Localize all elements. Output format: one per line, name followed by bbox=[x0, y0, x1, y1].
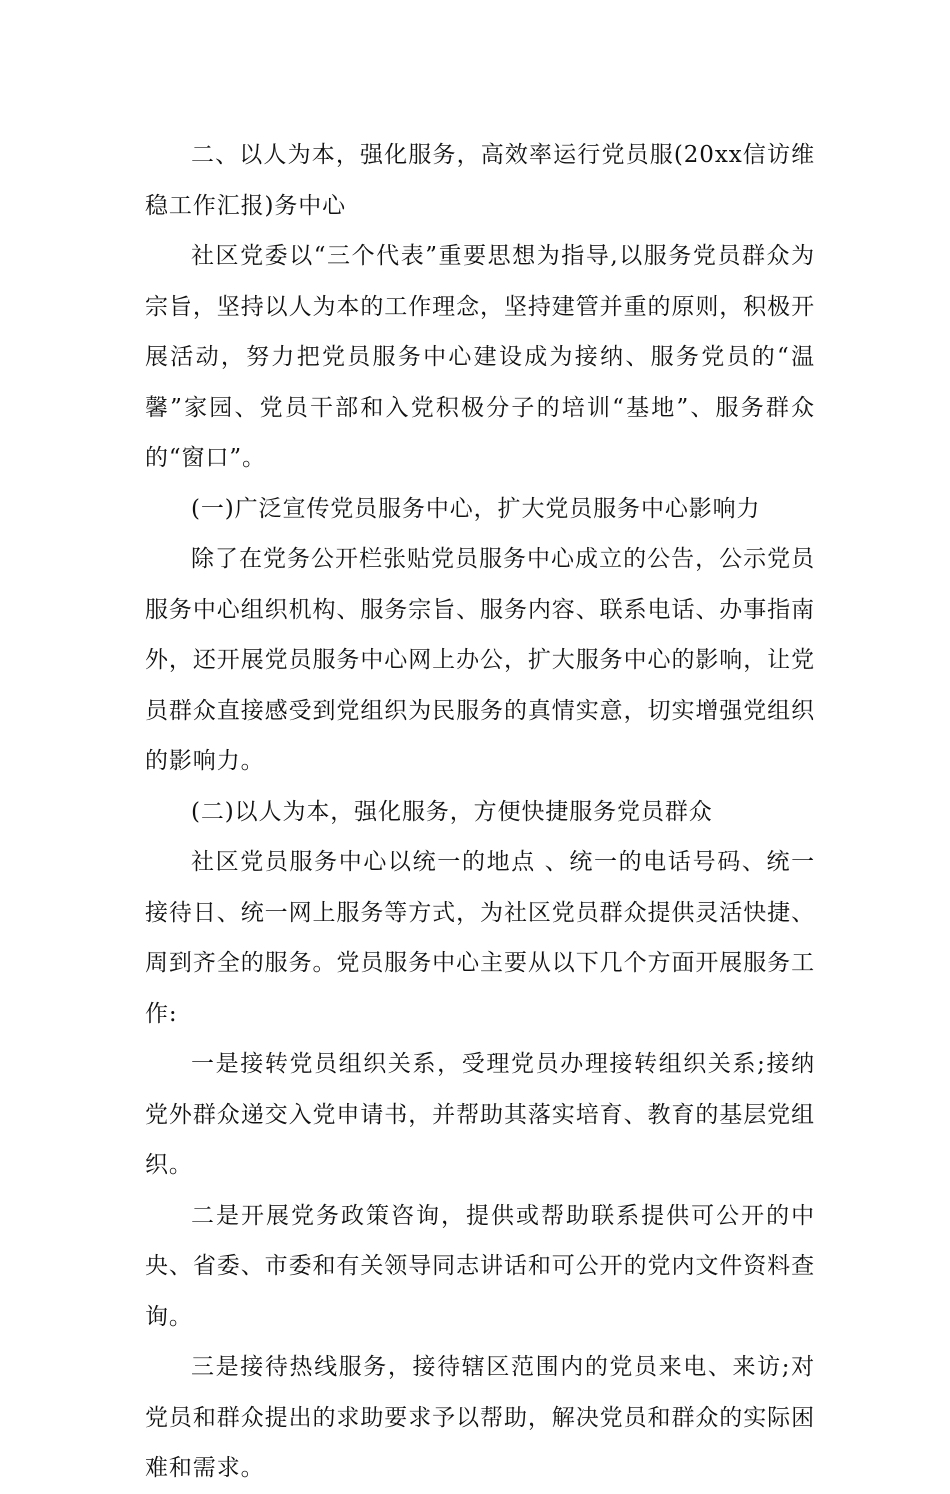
document-body bbox=[145, 130, 815, 1494]
list-item-paragraph: 二是开展党务政策咨询，提供或帮助联系提供可公开的中央、省委、市委和有关领导同志讲话和可公开的党内文件资料查询。 bbox=[145, 1202, 815, 1330]
body-paragraph: 除了在党务公开栏张贴党员服务中心成立的公告，公示党员服务中心组织机构、服务宗旨、服务内容、联系电话、办事指南外，还开展党员服务中心网上办公，扩大服务中心的影响，让党员群众直接感受到党组织为民服务的真情实意，切实增强党组织的影响力。 bbox=[145, 546, 815, 774]
list-item-paragraph: 一是接转党员组织关系，受理党员办理接转组织关系;接纳党外群众递交入党申请书，并帮助其落实培育、教育的基层党组织。 bbox=[145, 1051, 815, 1178]
subsection-heading-2: (二)以人为本，强化服务，方便快捷服务党员群众 bbox=[191, 798, 713, 825]
subsection-heading-1: (一)广泛宣传党员服务中心，扩大党员服务中心影响力 bbox=[191, 495, 761, 522]
body-paragraph: 社区党委以“三个代表”重要思想为指导,以服务党员群众为宗旨，坚持以人为本的工作理念，坚持建管并重的原则，积极开展活动，努力把党员服务中心建设成为接纳、服务党员的“温馨”家园、党员干部和入党积极分子的培训“基地”、服务群众的“窗口”。 bbox=[145, 243, 815, 471]
list-item-paragraph: 三是接待热线服务，接待辖区范围内的党员来电、来访;对党员和群众提出的求助要求予以帮助，解决党员和群众的实际困难和需求。 bbox=[145, 1354, 815, 1481]
body-paragraph: 社区党员服务中心以统一的地点 、统一的电话号码、统一接待日、统一网上服务等方式，为社区党员群众提供灵活快捷、周到齐全的服务。党员服务中心主要从以下几个方面开展服务工作: bbox=[145, 849, 815, 1027]
section-heading-2: 二、以人为本，强化服务，高效率运行党员服(20xx信访维稳工作汇报)务中心 bbox=[145, 142, 815, 219]
